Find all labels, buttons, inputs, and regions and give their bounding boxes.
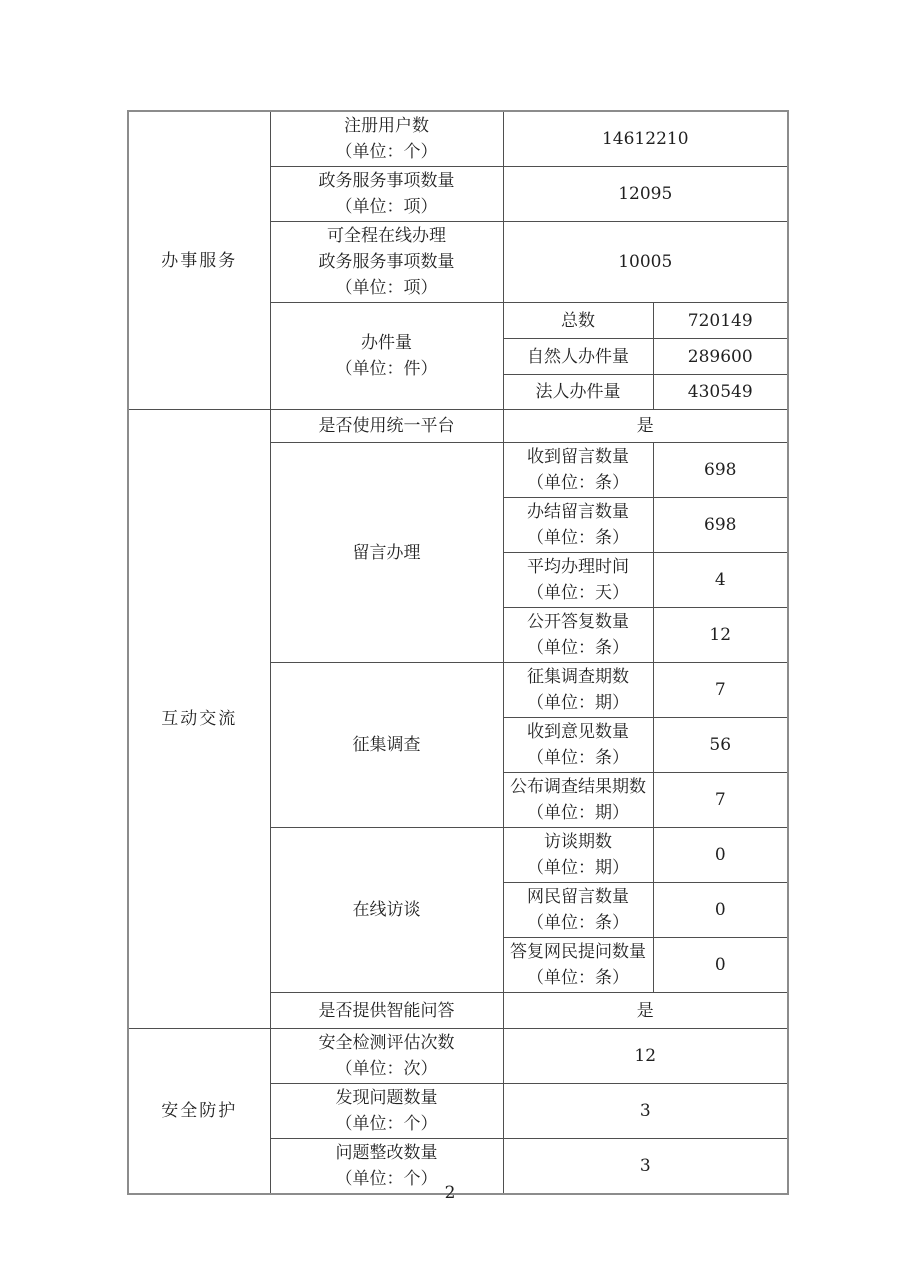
value-cell: 12 — [653, 608, 788, 663]
subitem-label: 网民留言数量 — [527, 887, 629, 907]
value-cell: 0 — [653, 828, 788, 883]
item-label: 可全程在线办理 — [327, 226, 446, 246]
item-unit: （单位：项） — [335, 278, 438, 298]
subitem-unit: （单位：期） — [527, 693, 629, 713]
subitem-cell — [503, 883, 653, 938]
value-cell: 289600 — [653, 339, 788, 375]
subitem-unit: （单位：条） — [527, 913, 629, 933]
subitem-cell — [503, 443, 653, 498]
table-row — [128, 1029, 788, 1084]
value-cell: 14612210 — [503, 111, 788, 167]
subitem-cell — [503, 663, 653, 718]
value-cell: 4 — [653, 553, 788, 608]
table-row — [128, 111, 788, 167]
value-cell: 12095 — [503, 167, 788, 222]
subitem-cell — [503, 773, 653, 828]
subitem-label: 收到留言数量 — [527, 447, 629, 467]
value-cell: 0 — [653, 883, 788, 938]
item-cell — [270, 167, 503, 222]
item-label: 政务服务事项数量 — [318, 171, 455, 191]
subitem-label: 访谈期数 — [544, 832, 612, 852]
item-unit: （单位：次） — [335, 1059, 438, 1079]
subitem-label: 平均办理时间 — [527, 557, 629, 577]
item-cell: 是否使用统一平台 — [270, 410, 503, 443]
value-cell: 是 — [503, 410, 788, 443]
subitem-cell — [503, 608, 653, 663]
group-label: 办件量 — [361, 333, 412, 353]
item-cell — [270, 1084, 503, 1139]
subitem-label: 征集调查期数 — [527, 667, 629, 687]
item-unit: （单位：个） — [335, 142, 438, 162]
subitem-cell — [503, 718, 653, 773]
subitem-cell — [503, 938, 653, 993]
value-cell: 12 — [503, 1029, 788, 1084]
subitem-label: 办结留言数量 — [527, 502, 629, 522]
subitem-unit: （单位：条） — [527, 968, 629, 988]
item-label: 发现问题数量 — [335, 1088, 438, 1108]
item-label: 政务服务事项数量 — [318, 252, 455, 272]
subitem-cell: 总数 — [503, 303, 653, 339]
group-cell: 在线访谈 — [270, 828, 503, 993]
value-cell: 10005 — [503, 222, 788, 303]
group-unit: （单位：件） — [335, 359, 438, 379]
group-cell: 留言办理 — [270, 443, 503, 663]
category-cell: 办事服务 — [128, 111, 270, 410]
item-cell — [270, 111, 503, 167]
item-label: 注册用户数 — [344, 116, 429, 136]
subitem-cell: 自然人办件量 — [503, 339, 653, 375]
annual-report-table — [127, 110, 789, 1195]
value-cell: 698 — [653, 498, 788, 553]
subitem-cell: 法人办件量 — [503, 375, 653, 410]
subitem-label: 收到意见数量 — [527, 722, 629, 742]
item-cell — [270, 1029, 503, 1084]
value-cell: 720149 — [653, 303, 788, 339]
value-cell: 3 — [503, 1084, 788, 1139]
page-number: 2 — [444, 1183, 456, 1203]
subitem-label: 答复网民提问数量 — [510, 942, 646, 962]
item-unit: （单位：项） — [335, 197, 438, 217]
table-row — [128, 410, 788, 443]
value-cell: 是 — [503, 993, 788, 1029]
subitem-unit: （单位：期） — [527, 803, 629, 823]
value-cell: 3 — [503, 1139, 788, 1195]
value-cell: 430549 — [653, 375, 788, 410]
item-unit: （单位：个） — [335, 1114, 438, 1134]
item-unit: （单位：个） — [335, 1169, 438, 1189]
group-cell: 征集调查 — [270, 663, 503, 828]
subitem-cell — [503, 828, 653, 883]
subitem-unit: （单位：条） — [527, 473, 629, 493]
value-cell: 7 — [653, 663, 788, 718]
subitem-unit: （单位：条） — [527, 528, 629, 548]
item-label: 安全检测评估次数 — [318, 1033, 455, 1053]
subitem-unit: （单位：期） — [527, 858, 629, 878]
category-cell: 安全防护 — [128, 1029, 270, 1195]
subitem-label: 公开答复数量 — [527, 612, 629, 632]
subitem-cell — [503, 498, 653, 553]
value-cell: 56 — [653, 718, 788, 773]
value-cell: 7 — [653, 773, 788, 828]
item-cell: 是否提供智能问答 — [270, 993, 503, 1029]
value-cell: 0 — [653, 938, 788, 993]
subitem-label: 公布调查结果期数 — [510, 777, 646, 797]
value-cell: 698 — [653, 443, 788, 498]
subitem-unit: （单位：条） — [527, 748, 629, 768]
item-cell — [270, 222, 503, 303]
subitem-cell — [503, 553, 653, 608]
category-cell: 互动交流 — [128, 410, 270, 1029]
item-label: 问题整改数量 — [335, 1143, 438, 1163]
subitem-unit: （单位：天） — [527, 583, 629, 603]
group-cell — [270, 303, 503, 410]
subitem-unit: （单位：条） — [527, 638, 629, 658]
